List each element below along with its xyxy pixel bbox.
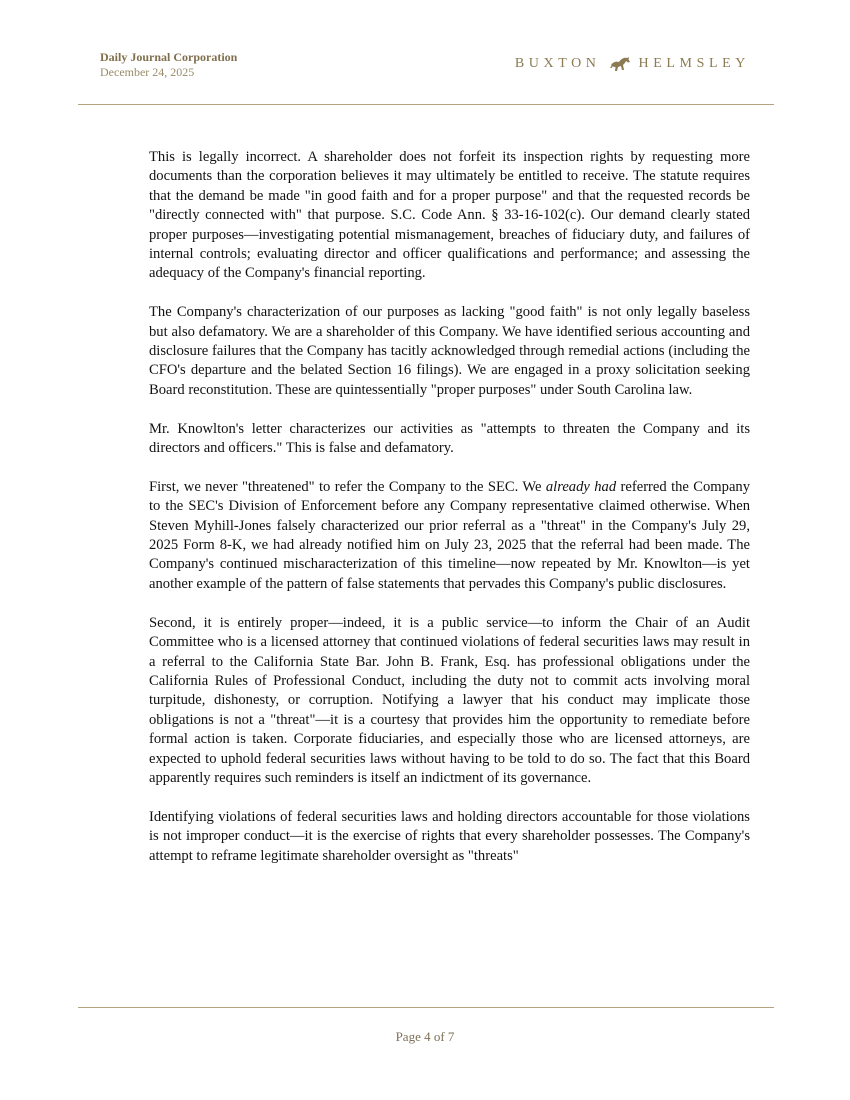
paragraph-state-bar: Second, it is entirely proper—indeed, it is a public service—to inform the Chair of an Audit Committee who is a licensed attorney that continued violations of federal securities laws may result in a referral to the California State Bar. John B. Frank, Esq. has professional obligations under the California Rules of Professional Conduct, including the duty not to commit acts involving moral turpitude, dishonesty, or corruption. Notifying a lawyer that his conduct may implicate those obligations is not a "threat"—it is a courtesy that provides him the opportunity to remediate before formal action is taken. Corporate fiduciaries, and especially those who are licensed attorneys, are expected to uphold federal securities laws without having to be told to do so. The fact that this Board apparently requires such reminders is itself an indictment of its governance. xyxy=(149,614,750,786)
paragraph-shareholder-rights: Identifying violations of federal securities laws and holding directors accountable for those violations is not improper conduct—it is the exercise of rights that every shareholder possesses. The Company's attempt to reframe legitimate shareholder oversight as "threats" xyxy=(149,808,750,864)
page-number: Page 4 of 7 xyxy=(395,1029,455,1044)
paragraph-knowlton-letter: Mr. Knowlton's letter characterizes our activities as "attempts to threaten the Company and its directors and officers." This is false and defamatory. xyxy=(149,420,750,457)
letter-date: December 24, 2025 xyxy=(100,65,195,79)
footer-divider xyxy=(78,1007,774,1008)
horse-icon xyxy=(609,56,631,72)
paragraph-sec-referral-end: referred the Company to the SEC's Division of Enforcement before any Company representative claimed otherwise. When Steven Myhill-Jones falsely characterized our prior referral as a "threat" in the Company's July 29, 2025 Form 8-K, we had already notified him on July 23, 2025 that the referral had been made. The Company's continued mischaracterization of this timeline—now repeated by Mr. Knowlton—is yet another example of the pattern of false statements that pervades this Company's public disclosures. xyxy=(149,478,751,592)
brand-name-left: BUXTON xyxy=(514,56,601,71)
paragraph-sec-referral-emphasis: already had xyxy=(545,478,617,495)
firm-logo xyxy=(515,56,750,72)
paragraph-good-faith: The Company's characterization of our purposes as lacking "good faith" is not only legally baseless but also defamatory. We are a shareholder of this Company. We have identified serious accounting and disclosure failures that the Company has tacitly acknowledged through remedial actions (including the CFO's departure and the belated Section 16 filings). We are engaged in a proxy solicitation seeking Board reconstitution. These are quintessentially "proper purposes" under South Carolina law. xyxy=(149,304,750,398)
header-divider xyxy=(78,104,774,105)
paragraph-sec-referral-start: First, we never "threatened" to refer the Company to the SEC. We xyxy=(149,478,546,495)
paragraph-legal-incorrect: This is legally incorrect. A shareholder does not forfeit its inspection rights by requesting more documents than the corporation believes it may ultimately be entitled to receive. The statute requires that the demand be made "in good faith and for a proper purpose" and that the requested records be "directly connected with" that purpose. S.C. Code Ann. § 33-16-102(c). Our demand clearly stated proper purposes—investigating potential mismanagement, breaches of fiduciary duty, and failures of internal controls; evaluating director and officer qualifications and performance; and assessing the adequacy of the Company's financial reporting. xyxy=(149,149,750,282)
paragraph-sec-referral xyxy=(149,478,750,594)
letterhead-sender xyxy=(100,50,237,80)
organization-name: Daily Journal Corporation xyxy=(100,50,238,64)
letter-body xyxy=(149,148,750,866)
brand-name-right: HELMSLEY xyxy=(638,56,750,71)
